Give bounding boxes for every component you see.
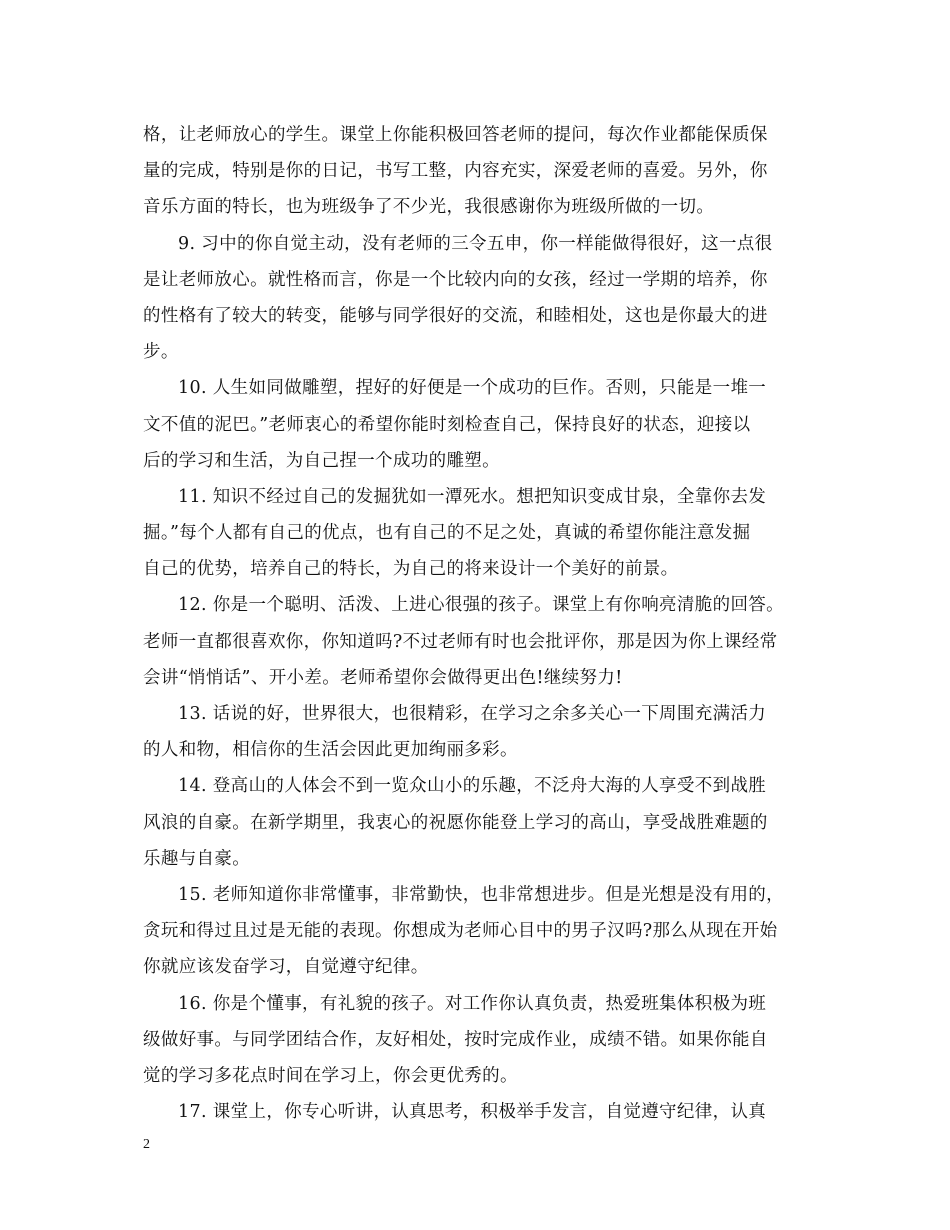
page-number: 2 [143,1137,150,1152]
text-line: 的性格有了较大的转变，能够与同学很好的交流，和睦相处，这也是你最大的进 [143,305,768,326]
text-line: 老师一直都很喜欢你，你知道吗?不过老师有时也会批评你，那是因为你上课经常 [143,631,778,652]
text-line: 音乐方面的特长，也为班级争了不少光，我很感谢你为班级所做的一切。 [143,197,715,218]
paragraph-12-start: 12. 你是一个聪明、活泼、上进心很强的孩子。课堂上有你响亮清脆的回答。 [178,595,784,616]
text-line: 会讲“悄悄话”、开小差。老师希望你会做得更出色!继续努力! [143,667,623,688]
text-line: 量的完成，特别是你的日记，书写工整，内容充实，深爱老师的喜爱。另外，你 [143,161,768,182]
text-line: 掘。”每个人都有自己的优点，也有自己的不足之处，真诚的希望你能注意发掘 [143,523,751,544]
text-line: 文不值的泥巴。”老师衷心的希望你能时刻检查自己，保持良好的状态，迎接以 [143,414,751,435]
document-body [143,117,823,1130]
text-line: 的人和物，相信你的生活会因此更加绚丽多彩。 [143,740,518,761]
text-line: 是让老师放心。就性格而言，你是一个比较内向的女孩，经过一学期的培养，你 [143,269,768,290]
paragraph-10-start: 10. 人生如同做雕塑，捏好的好便是一个成功的巨作。否则，只能是一堆一 [178,378,767,399]
text-line: 乐趣与自豪。 [143,848,251,869]
paragraph-16-start: 16. 你是个懂事，有礼貌的孩子。对工作你认真负责，热爱班集体积极为班 [178,993,767,1014]
paragraph-14-start: 14. 登高山的人体会不到一览众山小的乐趣，不泛舟大海的人享受不到战胜 [178,776,767,797]
text-line: 你就应该发奋学习，自觉遵守纪律。 [143,957,429,978]
paragraph-15-start: 15. 老师知道你非常懂事，非常勤快，也非常想进步。但是光想是没有用的， [178,884,784,905]
text-line: 自己的优势，培养自己的特长，为自己的将来设计一个美好的前景。 [143,559,679,580]
text-line: 觉的学习多花点时间在学习上，你会更优秀的。 [143,1065,518,1086]
text-line: 后的学习和生活，为自己捏一个成功的雕塑。 [143,450,500,471]
text-line: 风浪的自豪。在新学期里，我衷心的祝愿你能登上学习的高山，享受战胜难题的 [143,812,768,833]
text-line: 格，让老师放心的学生。课堂上你能积极回答老师的提问，每次作业都能保质保 [143,125,768,145]
paragraph-9-start: 9. 习中的你自觉主动，没有老师的三令五申，你一样能做得很好，这一点很 [178,233,773,254]
text-line: 贪玩和得过且过是无能的表现。你想成为老师心目中的男子汉吗?那么从现在开始 [143,921,778,942]
paragraph-17-start: 17. 课堂上，你专心听讲，认真思考，积极举手发言，自觉遵守纪律，认真 [178,1102,767,1123]
paragraph-11-start: 11. 知识不经过自己的发掘犹如一潭死水。想把知识变成甘泉，全靠你去发 [178,486,767,507]
text-line: 步。 [143,342,179,363]
text-line: 级做好事。与同学团结合作，友好相处，按时完成作业，成绩不错。如果你能自 [143,1029,768,1050]
paragraph-13-start: 13. 话说的好，世界很大，也很精彩，在学习之余多关心一下周围充满活力 [178,704,767,724]
